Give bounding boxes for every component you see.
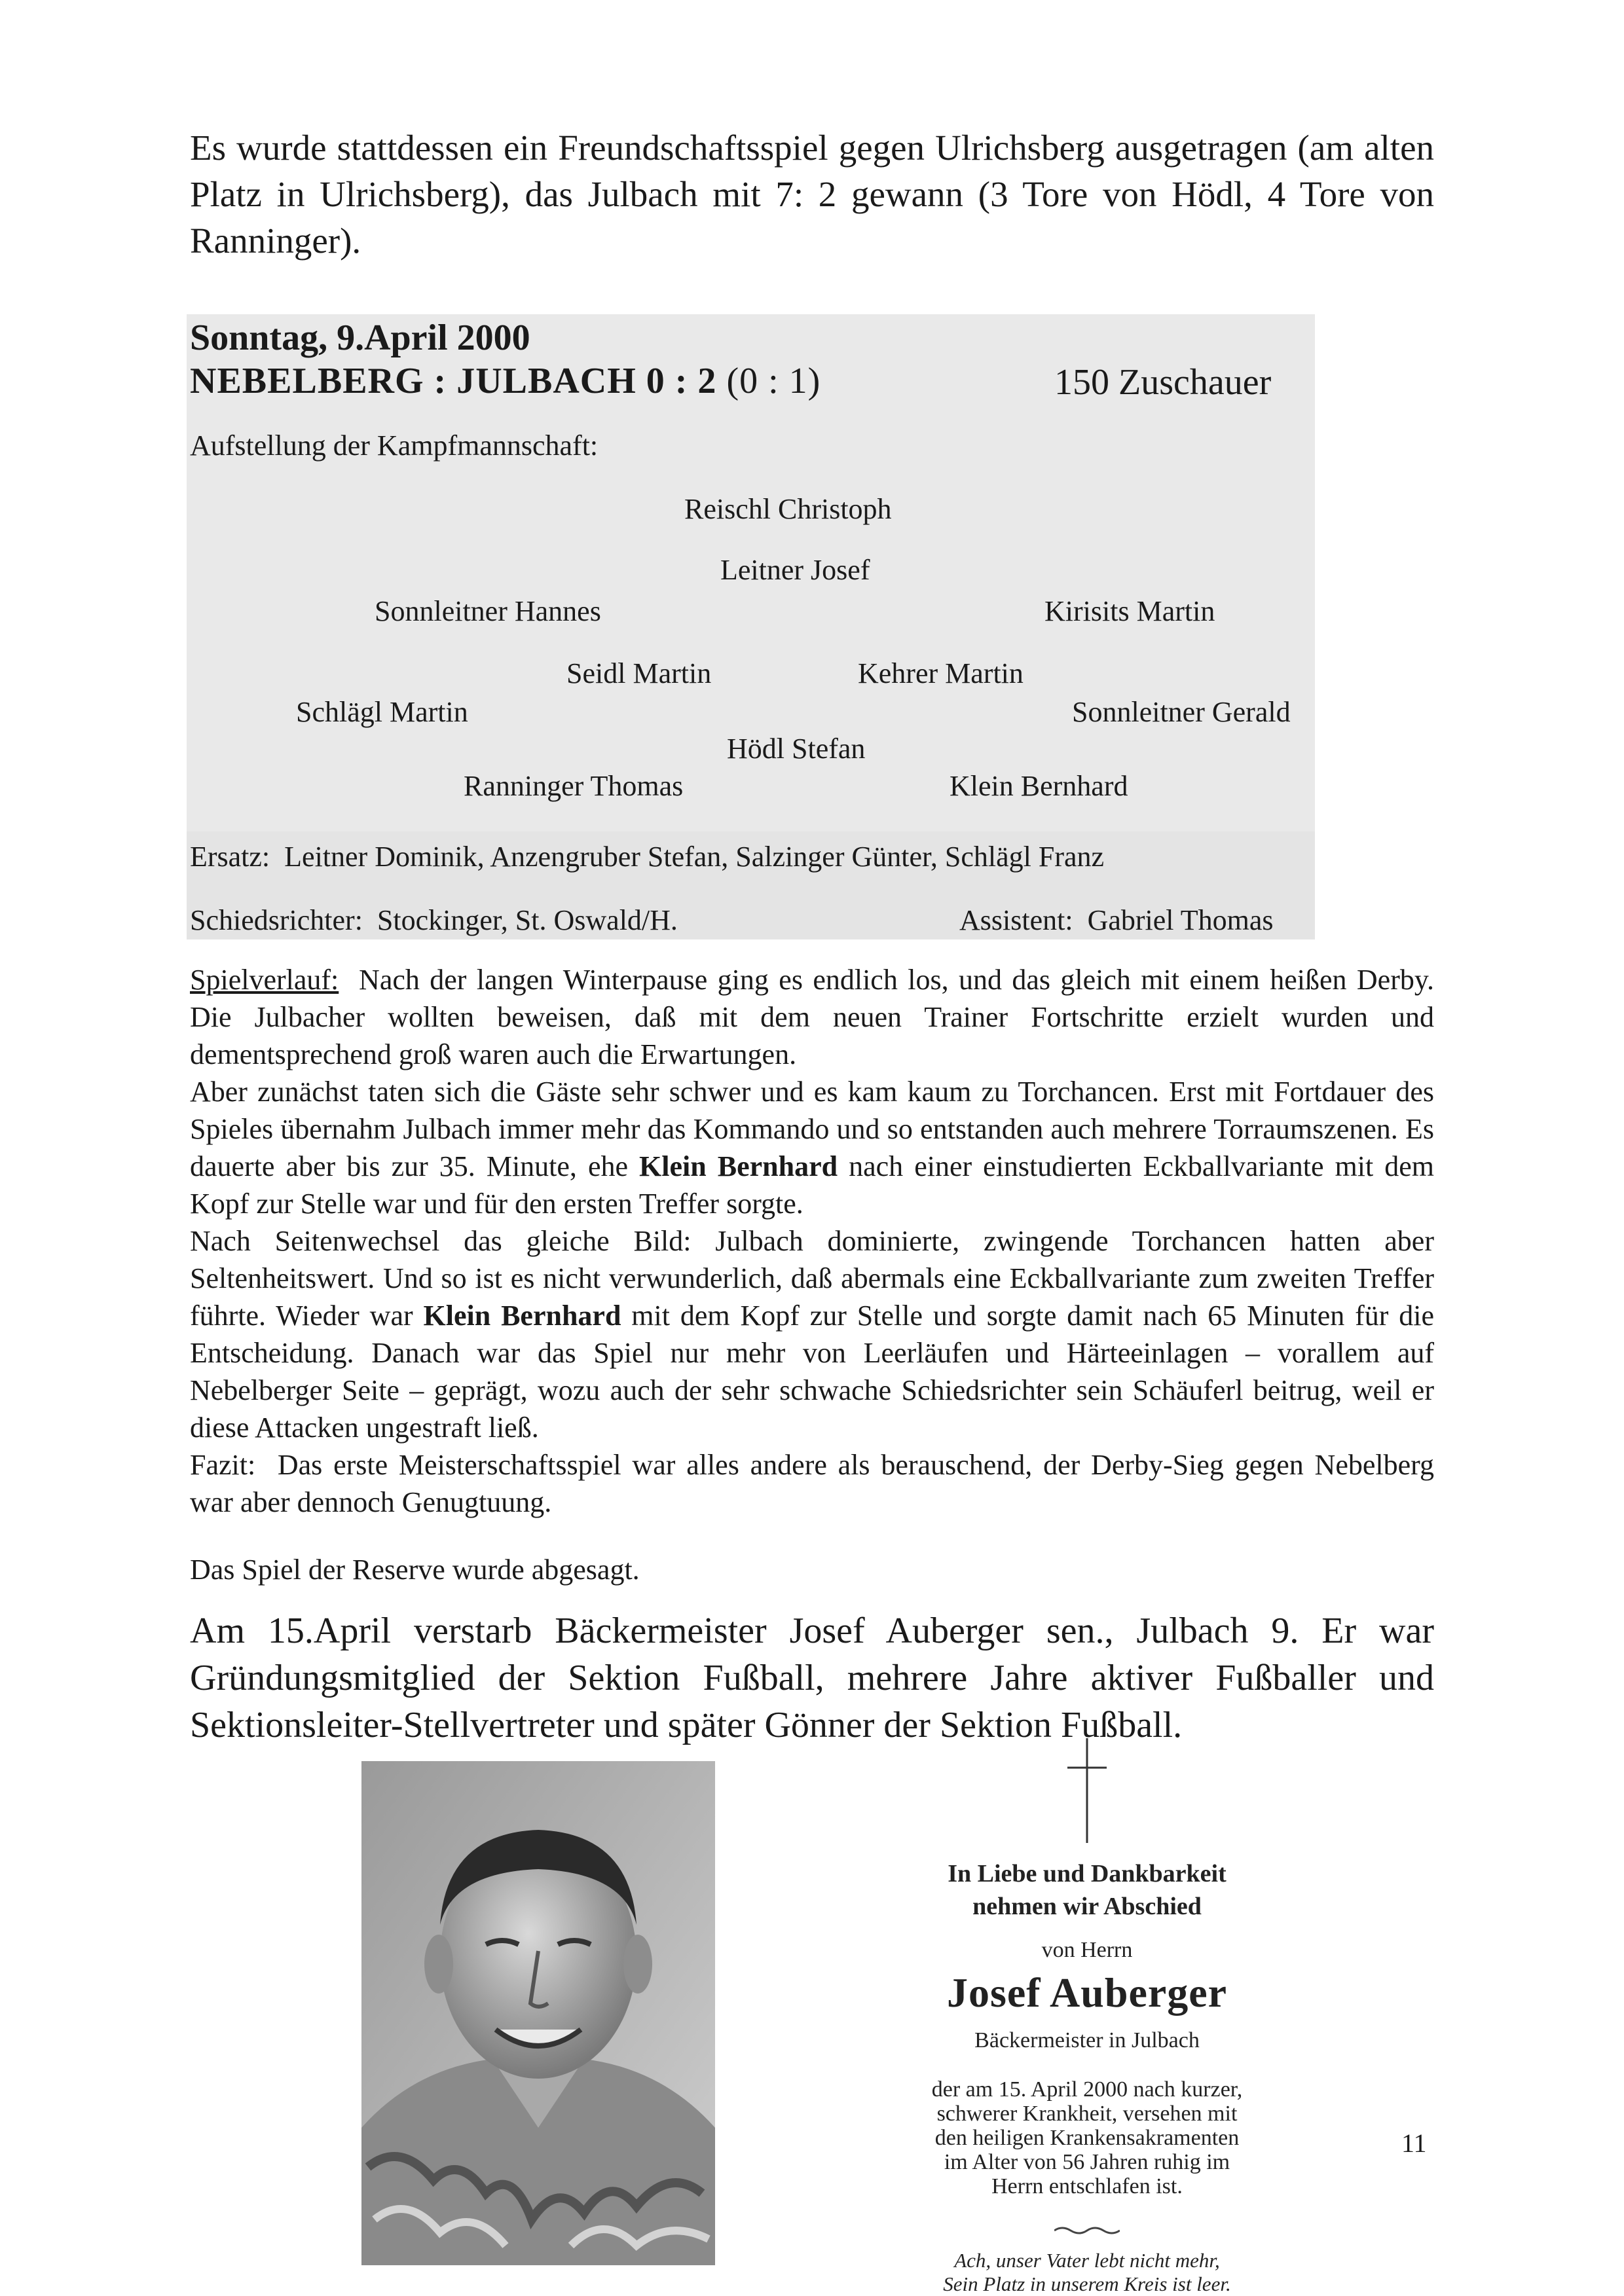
- assistant-name: Gabriel Thomas: [1087, 904, 1274, 936]
- referee-row: [190, 903, 678, 937]
- player-sweeper: Leitner Josef: [720, 554, 870, 586]
- match-result: [190, 360, 821, 402]
- obituary-line-3: von Herrn: [1041, 1938, 1133, 1962]
- match-teams-score: NEBELBERG : JULBACH 0 : 2: [190, 361, 717, 401]
- report-intro: [190, 961, 1434, 1073]
- player-goalkeeper: Reischl Christoph: [684, 493, 892, 525]
- cross-icon: [1067, 1738, 1107, 1843]
- assistant-label: Assistent:: [959, 904, 1073, 936]
- lineup-label: Aufstellung der Kampfmannschaft:: [190, 429, 599, 462]
- match-date: Sonntag, 9.April 2000: [190, 318, 530, 358]
- fazit-label: Fazit:: [190, 1449, 256, 1481]
- reserve-note: Das Spiel der Reserve wurde abgesagt.: [190, 1554, 640, 1586]
- report-paragraph-3: [190, 1222, 1434, 1446]
- obituary-verse: [864, 2249, 1310, 2296]
- portrait-photo: [361, 1761, 715, 2265]
- page-number: 11: [1401, 2128, 1427, 2158]
- intro-paragraph: Es wurde stattdessen ein Freundschaftsspiel gegen Ulrichsberg ausgetragen (am alten Platz in Ulrichsberg), das Julbach mit 7: 2 gewann (3 Tore von Hödl, 4 Tore von Ranninger).: [190, 128, 1434, 261]
- player-def-right: Kirisits Martin: [1044, 595, 1215, 627]
- obituary-text-2: schwerer Krankheit, versehen mit: [936, 2102, 1238, 2126]
- player-fwd-left: Ranninger Thomas: [464, 770, 684, 802]
- player-mid-right: Kehrer Martin: [858, 657, 1024, 689]
- substitutes-list: Leitner Dominik, Anzengruber Stefan, Salzinger Günter, Schlägl Franz: [284, 841, 1105, 873]
- scorer-name-2: Klein Bernhard: [423, 1300, 621, 1332]
- referee-name: Stockinger, St. Oswald/H.: [377, 904, 678, 936]
- obituary-verse-2: Sein Platz in unserem Kreis ist leer.: [943, 2272, 1231, 2295]
- obituary-line-1: In Liebe und Dankbarkeit: [948, 1860, 1227, 1887]
- referee-label: Schiedsrichter:: [190, 904, 363, 936]
- portrait-illustration: [361, 1761, 715, 2265]
- obituary-name: Josef Auberger: [946, 1969, 1228, 2016]
- scorer-name: Klein Bernhard: [639, 1150, 838, 1182]
- assistant-row: [959, 903, 1273, 937]
- obituary-line-2: nehmen wir Abschied: [972, 1893, 1202, 1920]
- substitutes-label: Ersatz:: [190, 841, 270, 873]
- player-mid-left: Seidl Martin: [566, 657, 712, 689]
- player-fwd-right: Klein Bernhard: [950, 770, 1128, 802]
- obituary-text-1: der am 15. April 2000 nach kurzer,: [931, 2077, 1243, 2102]
- player-wing-left: Schlägl Martin: [296, 696, 468, 728]
- fazit-text: Das erste Meisterschaftsspiel war alles andere als berauschend, der Derby-Sieg gegen Nebelberg war aber dennoch Genugtuung.: [190, 1449, 1435, 1518]
- player-def-left: Sonnleitner Hannes: [375, 595, 601, 627]
- player-playmaker: Hödl Stefan: [727, 733, 866, 765]
- substitutes-row: [190, 840, 1104, 873]
- report-paragraph-2-end: nach einer einstudierten Eckballvariante mit dem Kopf zur Stelle war und für den ersten Treffer sorgte.: [190, 1150, 1434, 1220]
- match-report: [190, 961, 1434, 1521]
- ornament-icon: [1054, 2224, 1120, 2237]
- obituary-text-5: Herrn entschlafen ist.: [991, 2174, 1183, 2198]
- report-heading: Spielverlauf:: [190, 964, 339, 996]
- obituary-text-3: den heiligen Krankensakramenten: [934, 2126, 1240, 2150]
- obituary-title: Bäckermeister in Julbach: [974, 2028, 1200, 2052]
- report-fazit: [190, 1446, 1434, 1521]
- report-paragraph-3-start: Nach Seitenwechsel das gleiche Bild: Julbach dominierte, zwingende Torchancen hatten aber Seltenheitswert. Und so ist es nicht verwunderlich, daß abermals eine Eckballvariante zum zweiten Treffer führte. Wieder war: [190, 1225, 1434, 1332]
- report-paragraph-3-end: mit dem Kopf zur Stelle und sorgte damit nach 65 Minuten für die Entscheidung. Danach war das Spiel nur mehr von Leerläufen und Härteeinlagen – vorallem auf Nebelberger Seite – geprägt, wozu auch der sehr schwache Schiedsrichter sein Schäuferl beitrug, weil er diese Attacken ungestraft ließ.: [190, 1300, 1435, 1444]
- report-paragraph-1: Nach der langen Winterpause ging es endlich los, und das gleich mit einem heißen Derby. Die Julbacher wollten beweisen, daß mit dem neuen Trainer Fortschritte erzielt wurden und dementsprechend groß waren auch die Erwartungen.: [190, 964, 1435, 1070]
- match-halftime: (0 : 1): [726, 361, 821, 401]
- obituary-text-4: im Alter von 56 Jahren ruhig im: [944, 2150, 1230, 2174]
- match-spectators: 150 Zuschauer: [1054, 362, 1272, 403]
- player-wing-right: Sonnleitner Gerald: [1072, 696, 1291, 728]
- obituary-text: [864, 2077, 1310, 2198]
- report-paragraph-2: [190, 1073, 1434, 1222]
- death-notice: Am 15.April verstarb Bäckermeister Josef Auberger sen., Julbach 9. Er war Gründungsmitglied der Sektion Fußball, mehrere Jahre aktiver Fußballer und Sektionsleiter-Stellvertreter und später Gönner der Sektion Fußball.: [190, 1611, 1434, 1745]
- obituary-verse-1: Ach, unser Vater lebt nicht mehr,: [954, 2249, 1220, 2272]
- report-paragraph-2-start: Aber zunächst taten sich die Gäste sehr schwer und es kam kaum zu Torchancen. Erst mit Fortdauer des Spieles übernahm Julbach immer mehr das Kommando und so entstanden auch mehrere Torraumszenen. Es dauerte aber bis zur 35. Minute, ehe: [190, 1076, 1434, 1182]
- obituary-card: [864, 1738, 1310, 2295]
